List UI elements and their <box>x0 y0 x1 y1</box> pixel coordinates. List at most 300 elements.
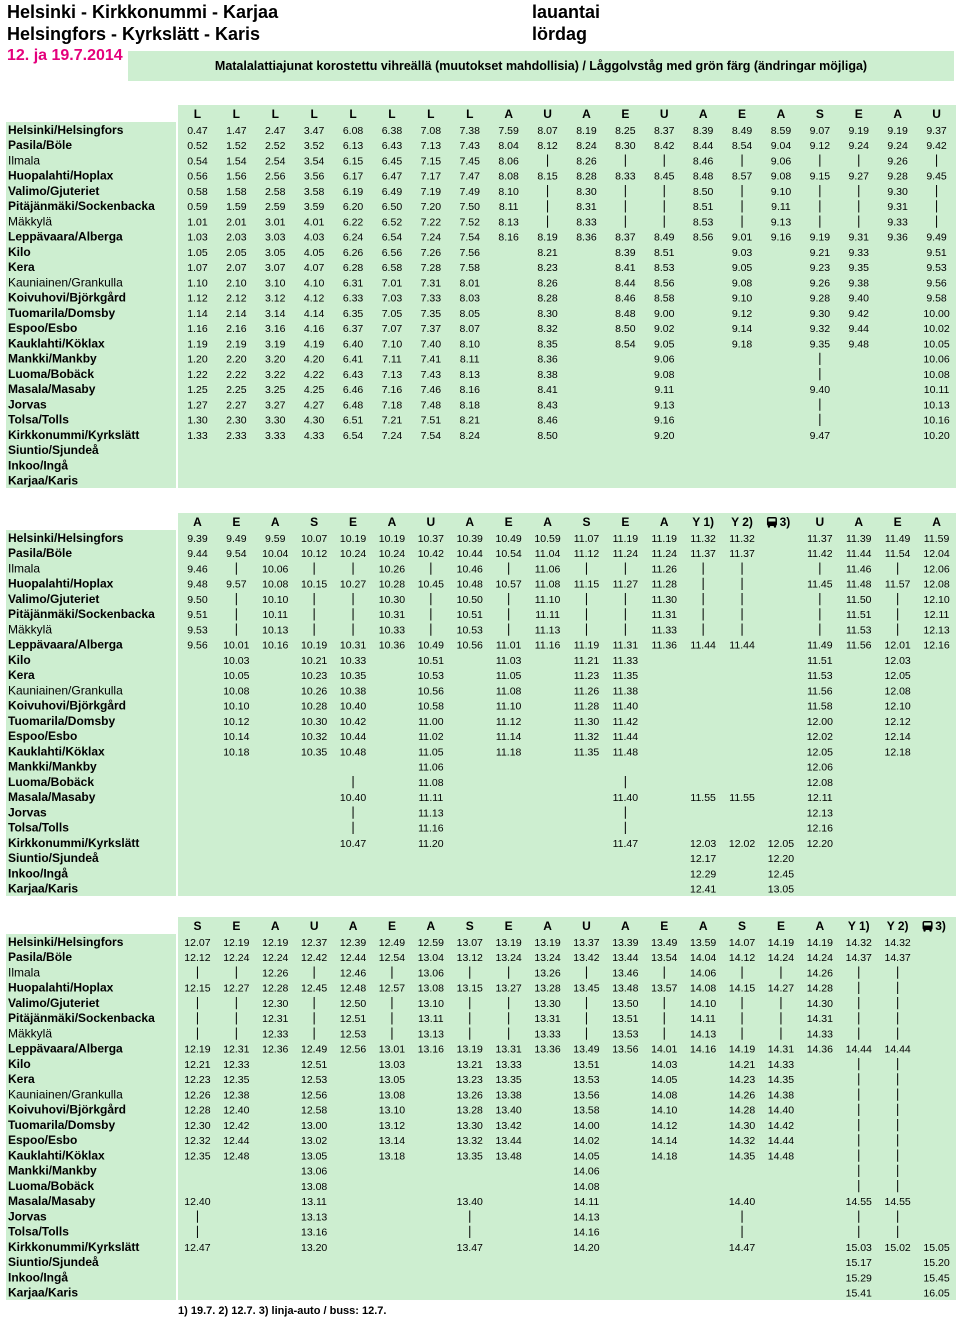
departure-time: 8.18 <box>459 399 480 412</box>
departure-time: 9.19 <box>809 231 831 244</box>
departure-time: 11.13 <box>534 624 561 637</box>
departure-time: 6.17 <box>342 170 364 183</box>
departure-time: 13.08 <box>417 982 444 995</box>
departure-time: 13.33 <box>534 1028 561 1041</box>
departure-time: 3.58 <box>303 185 325 198</box>
column-header: U <box>543 107 552 121</box>
station-name: Karjaa/Karis <box>8 881 79 896</box>
column-header: E <box>776 919 785 933</box>
departure-time: 14.37 <box>845 952 872 964</box>
departure-time: 12.02 <box>806 731 833 743</box>
departure-time: 4.16 <box>303 323 325 335</box>
station-name: Siuntio/Sjundeå <box>8 1255 99 1269</box>
departure-time: 9.28 <box>887 170 908 183</box>
departure-time: 14.24 <box>806 952 833 964</box>
departure-time: 13.37 <box>573 936 600 949</box>
departure-time: 10.51 <box>456 609 483 621</box>
timetable-section-3 <box>0 917 960 1302</box>
departure-time: 13.47 <box>456 1241 483 1254</box>
departure-time: 11.11 <box>418 792 444 804</box>
departure-time: 11.20 <box>418 837 444 850</box>
departure-time: 8.08 <box>498 170 519 183</box>
departure-time: 9.37 <box>926 124 947 137</box>
departure-time: 8.24 <box>576 140 597 152</box>
weekday-fi: lauantai <box>532 2 601 22</box>
departure-time: 6.46 <box>342 384 364 396</box>
departure-time: 10.30 <box>378 593 406 606</box>
departure-time: 12.15 <box>184 982 211 995</box>
departure-time: 6.54 <box>342 429 364 442</box>
departure-time: 14.26 <box>806 967 833 980</box>
departure-time: 13.57 <box>651 982 678 995</box>
departure-time: 7.22 <box>420 216 442 229</box>
station-name: Helsinki/Helsingfors <box>8 530 124 545</box>
departure-time: 13.56 <box>573 1089 600 1102</box>
column-header: Y 2) <box>731 515 753 529</box>
departure-time: 13.05 <box>378 1074 406 1086</box>
departure-time: 12.24 <box>223 952 250 964</box>
departure-time: 13.40 <box>456 1196 483 1208</box>
column-header: L <box>193 107 202 121</box>
station-name: Huopalahti/Hoplax <box>8 980 114 995</box>
departure-time: 9.54 <box>226 548 247 560</box>
departure-time: 12.04 <box>923 548 950 560</box>
departure-time: 8.46 <box>537 414 558 427</box>
departure-time: 9.49 <box>926 231 947 244</box>
departure-time: 10.04 <box>262 548 289 560</box>
departure-time: 11.49 <box>884 532 911 545</box>
departure-time: 4.25 <box>303 384 325 396</box>
departure-time: 9.50 <box>187 593 208 606</box>
departure-time: 8.51 <box>654 246 675 259</box>
departure-time: 9.26 <box>887 155 908 168</box>
departure-time: 12.10 <box>884 700 911 713</box>
station-name: Leppävaara/Alberga <box>8 637 123 652</box>
station-name: Leppävaara/Alberga <box>8 1041 123 1056</box>
departure-time: 1.01 <box>187 216 208 229</box>
departure-time: 10.44 <box>339 731 367 743</box>
departure-time: 0.52 <box>187 140 208 152</box>
departure-time: 14.10 <box>690 997 717 1010</box>
departure-time: 8.59 <box>770 124 792 137</box>
departure-time: 10.08 <box>923 368 950 381</box>
departure-time: 4.22 <box>303 368 325 381</box>
departure-time: 8.07 <box>537 124 558 137</box>
departure-time: 1.30 <box>187 414 208 427</box>
departure-time: 10.05 <box>223 670 250 682</box>
departure-time: 11.18 <box>495 746 522 759</box>
departure-time: 6.26 <box>342 246 364 259</box>
departure-time: 14.02 <box>573 1135 600 1147</box>
departure-time: 6.56 <box>381 246 403 259</box>
departure-time: 6.37 <box>342 323 364 335</box>
departure-time: 12.21 <box>184 1058 211 1071</box>
station-name: Pasila/Böle <box>8 138 73 152</box>
departure-time: 9.13 <box>654 399 675 412</box>
departure-time: 12.11 <box>807 792 833 804</box>
departure-time: 9.39 <box>187 532 208 545</box>
departure-time: 13.48 <box>612 982 639 995</box>
departure-time: 13.16 <box>301 1226 328 1239</box>
column-header: A <box>854 515 864 529</box>
station-name: Espoo/Esbo <box>8 729 78 743</box>
departure-time: 11.05 <box>418 746 444 759</box>
departure-time: 13.50 <box>612 997 639 1010</box>
departure-time: 10.02 <box>923 323 950 335</box>
departure-time: 10.53 <box>456 624 483 637</box>
station-name: Kilo <box>8 652 31 667</box>
departure-time: 11.53 <box>846 624 872 637</box>
station-name: Pasila/Böle <box>8 546 73 560</box>
departure-time: 10.06 <box>262 563 289 576</box>
departure-time: 10.35 <box>301 746 328 759</box>
column-header: U <box>815 515 825 529</box>
station-name: Kera <box>8 1072 35 1086</box>
station-name: Mäkkylä <box>8 1026 53 1041</box>
departure-time: 7.17 <box>420 170 442 183</box>
departure-time: 12.01 <box>884 639 911 652</box>
station-name: Mäkkylä <box>8 214 53 229</box>
departure-time: 10.28 <box>378 578 406 591</box>
departure-time: 6.48 <box>342 399 364 412</box>
departure-time: 7.21 <box>381 414 403 427</box>
departure-time: 2.54 <box>265 155 286 168</box>
departure-time: 14.32 <box>728 1135 756 1147</box>
departure-time: 14.16 <box>573 1226 600 1239</box>
departure-time: 8.53 <box>654 262 675 274</box>
column-header: U <box>659 107 669 121</box>
departure-time: 10.26 <box>378 563 406 576</box>
departure-time: 13.10 <box>417 997 444 1010</box>
station-name: Tolsa/Tolls <box>8 412 69 427</box>
departure-time: 14.32 <box>884 936 911 949</box>
departure-time: 12.05 <box>767 837 795 850</box>
departure-time: 13.44 <box>612 952 639 964</box>
departure-time: 1.58 <box>226 185 247 198</box>
departure-time: 8.50 <box>537 429 558 442</box>
departure-time: 1.05 <box>187 246 208 259</box>
departure-time: 10.14 <box>223 731 250 743</box>
departure-time: 10.42 <box>417 548 444 560</box>
departure-time: 9.53 <box>187 624 208 637</box>
departure-time: 13.26 <box>534 967 561 980</box>
departure-time: 12.14 <box>884 731 911 743</box>
departure-time: 11.19 <box>612 532 639 545</box>
departure-time: 12.19 <box>262 936 289 949</box>
station-name: Helsinki/Helsingfors <box>8 934 124 949</box>
departure-time: 3.10 <box>265 277 286 290</box>
departure-time: 10.13 <box>923 399 950 412</box>
departure-time: 12.03 <box>884 654 911 667</box>
departure-time: 7.08 <box>420 124 442 137</box>
departure-time: 7.31 <box>420 277 442 290</box>
departure-time: 10.18 <box>223 746 250 759</box>
departure-time: 14.36 <box>806 1043 833 1056</box>
departure-time: 7.49 <box>459 185 480 198</box>
departure-time: 10.10 <box>262 593 289 606</box>
departure-time: 14.08 <box>690 982 717 995</box>
departure-time: 10.06 <box>923 353 950 366</box>
departure-time: 1.10 <box>187 277 208 290</box>
departure-time: 13.46 <box>612 967 639 980</box>
column-header: L <box>310 107 318 121</box>
departure-time: 13.05 <box>767 883 795 896</box>
station-name: Huopalahti/Hoplax <box>8 576 114 591</box>
column-header: A <box>465 515 475 529</box>
departure-time: 14.14 <box>651 1135 678 1147</box>
column-header: A <box>543 919 552 933</box>
departure-time: 8.30 <box>537 307 558 320</box>
departure-time: 12.12 <box>184 952 211 964</box>
station-name: Jorvas <box>8 1209 47 1224</box>
column-header: A <box>621 919 630 933</box>
departure-time: 2.58 <box>265 185 286 198</box>
departure-time: 8.30 <box>576 185 597 198</box>
departure-time: 9.14 <box>731 323 753 335</box>
low-floor-note: Matalalattiajunat korostettu vihreällä (muutokset mahdollisia) / Låggolvståg med grön färg (ändringar möjliga) <box>128 51 954 81</box>
column-header: 3) <box>935 919 946 933</box>
departure-time: 15.05 <box>923 1241 950 1254</box>
departure-time: 8.26 <box>537 277 558 290</box>
departure-time: 11.28 <box>651 578 677 591</box>
departure-time: 12.08 <box>884 685 911 698</box>
departure-time: 11.56 <box>846 639 872 652</box>
station-name: Tolsa/Tolls <box>8 1224 69 1239</box>
departure-time: 11.51 <box>846 609 872 621</box>
departure-time: 13.19 <box>456 1043 483 1056</box>
departure-time: 3.56 <box>303 170 325 183</box>
footnote: 1) 19.7. 2) 12.7. 3) linja-auto / buss: 12.7. <box>178 1305 387 1317</box>
departure-time: 11.19 <box>573 639 600 652</box>
departure-time: 14.18 <box>651 1150 678 1163</box>
departure-time: 13.06 <box>301 1165 328 1178</box>
departure-time: 9.05 <box>731 262 753 274</box>
departure-time: 11.46 <box>846 563 872 576</box>
departure-time: 11.07 <box>573 532 600 545</box>
departure-time: 14.12 <box>728 952 756 964</box>
departure-time: 8.45 <box>654 170 675 183</box>
departure-time: 9.00 <box>654 307 675 320</box>
departure-time: 11.01 <box>495 639 522 652</box>
departure-time: 1.59 <box>226 201 247 213</box>
departure-time: 13.51 <box>573 1058 600 1071</box>
departure-time: 8.37 <box>615 231 636 244</box>
column-header: A <box>815 919 825 933</box>
departure-time: 12.11 <box>923 609 950 621</box>
departure-time: 11.00 <box>418 715 444 728</box>
departure-time: 10.35 <box>339 670 367 682</box>
departure-time: 12.10 <box>923 593 950 606</box>
departure-time: 13.14 <box>378 1135 406 1147</box>
departure-time: 10.08 <box>223 685 250 698</box>
departure-time: 11.37 <box>729 548 755 560</box>
departure-time: 13.35 <box>456 1150 483 1163</box>
departure-time: 8.04 <box>498 140 519 152</box>
departure-time: 10.01 <box>223 639 250 652</box>
departure-time: 9.45 <box>926 170 947 183</box>
column-header: U <box>426 515 436 529</box>
departure-time: 10.57 <box>495 578 522 591</box>
departure-time: 7.46 <box>420 384 442 396</box>
departure-time: 14.28 <box>728 1104 756 1117</box>
departure-time: 2.33 <box>226 429 247 442</box>
departure-time: 10.48 <box>339 746 367 759</box>
departure-time: 12.31 <box>262 1013 289 1025</box>
departure-time: 4.03 <box>303 231 325 244</box>
station-name: Koivuhovi/Björkgård <box>8 698 127 713</box>
departure-time: 15.41 <box>845 1287 872 1300</box>
departure-time: 11.31 <box>651 609 677 621</box>
station-name: Huopalahti/Hoplax <box>8 168 114 183</box>
departure-time: 14.32 <box>845 936 872 949</box>
departure-time: 8.48 <box>615 307 636 320</box>
departure-time: 7.24 <box>420 231 442 244</box>
station-name: Kirkkonummi/Kyrkslätt <box>8 1239 140 1254</box>
departure-time: 1.47 <box>226 124 247 137</box>
departure-time: 7.52 <box>459 216 480 229</box>
departure-time: 11.37 <box>807 532 833 545</box>
departure-time: 8.54 <box>615 338 636 351</box>
column-header: A <box>543 515 552 529</box>
departure-time: 11.19 <box>651 532 677 545</box>
departure-time: 0.58 <box>187 185 208 198</box>
departure-time: 12.51 <box>301 1058 328 1071</box>
station-name: Luoma/Bobäck <box>8 774 95 789</box>
station-name: Karjaa/Karis <box>8 1285 79 1300</box>
departure-time: 14.31 <box>767 1043 795 1056</box>
station-name: Leppävaara/Alberga <box>8 229 123 244</box>
departure-time: 11.08 <box>534 578 561 591</box>
departure-time: 12.02 <box>728 837 756 850</box>
departure-time: 12.00 <box>806 715 833 728</box>
departure-time: 6.50 <box>381 201 403 213</box>
departure-time: 1.07 <box>187 262 208 274</box>
departure-time: 2.30 <box>226 414 247 427</box>
departure-time: 10.12 <box>301 548 328 560</box>
departure-time: 13.27 <box>495 982 522 995</box>
station-name: Pitäjänmäki/Sockenbacka <box>8 199 155 213</box>
column-header: E <box>232 515 241 529</box>
departure-time: 14.40 <box>728 1196 756 1208</box>
departure-time: 0.47 <box>187 124 208 137</box>
departure-time: 7.28 <box>420 262 442 274</box>
departure-time: 7.07 <box>381 323 403 335</box>
departure-time: 1.33 <box>187 429 208 442</box>
departure-time: 2.25 <box>226 384 247 396</box>
departure-time: 8.41 <box>615 262 636 274</box>
departure-time: 8.16 <box>459 384 480 396</box>
departure-time: 8.50 <box>615 323 636 335</box>
departure-time: 12.44 <box>223 1135 250 1147</box>
station-name: Siuntio/Sjundeå <box>8 443 99 457</box>
departure-time: 10.26 <box>301 685 328 698</box>
departure-time: 13.24 <box>534 952 561 964</box>
departure-time: 10.51 <box>417 654 444 667</box>
departure-time: 12.38 <box>223 1089 250 1102</box>
departure-time: 4.33 <box>303 429 325 442</box>
station-name: Pitäjänmäki/Sockenbacka <box>8 607 155 621</box>
departure-time: 13.54 <box>651 952 678 964</box>
departure-time: 12.49 <box>301 1043 328 1056</box>
departure-time: 9.42 <box>848 307 869 320</box>
departure-time: 6.52 <box>381 216 403 229</box>
departure-time: 8.48 <box>692 170 714 183</box>
departure-time: 15.17 <box>845 1257 872 1269</box>
departure-time: 10.32 <box>301 731 328 743</box>
departure-time: 8.44 <box>615 277 636 290</box>
departure-time: 11.48 <box>846 578 872 591</box>
station-name: Kilo <box>8 1056 31 1071</box>
departure-time: 12.07 <box>184 936 211 949</box>
departure-time: 3.33 <box>265 429 286 442</box>
departure-time: 11.55 <box>690 792 716 804</box>
column-header: L <box>349 107 357 121</box>
station-name: Ilmala <box>8 965 41 980</box>
departure-time: 7.24 <box>381 429 403 442</box>
departure-time: 9.03 <box>731 246 753 259</box>
departure-time: 12.42 <box>223 1119 250 1132</box>
departure-time: 11.55 <box>729 792 755 804</box>
departure-time: 4.19 <box>303 338 325 351</box>
departure-time: 13.31 <box>495 1043 522 1056</box>
departure-time: 1.56 <box>226 170 247 183</box>
departure-time: 4.14 <box>303 307 325 320</box>
departure-time: 9.42 <box>926 140 947 152</box>
departure-time: 7.11 <box>382 353 402 366</box>
departure-time: 9.20 <box>654 429 675 442</box>
departure-time: 9.04 <box>770 140 792 152</box>
departure-time: 14.28 <box>806 982 833 995</box>
departure-time: 7.15 <box>420 155 442 168</box>
departure-time: 12.33 <box>262 1028 289 1041</box>
departure-time: 13.49 <box>651 936 678 949</box>
departure-time: 14.19 <box>806 936 833 949</box>
column-header: E <box>232 919 241 933</box>
departure-time: 10.27 <box>339 578 367 591</box>
departure-time: 10.05 <box>923 338 950 351</box>
departure-time: 10.16 <box>923 414 950 427</box>
departure-time: 13.51 <box>612 1013 639 1025</box>
departure-time: 10.46 <box>456 563 483 576</box>
column-header: A <box>698 107 708 121</box>
departure-time: 9.21 <box>809 246 831 259</box>
column-header: L <box>388 107 396 121</box>
departure-time: 7.40 <box>420 338 442 351</box>
departure-time: 9.10 <box>770 185 792 198</box>
departure-time: 3.27 <box>265 399 286 412</box>
departure-time: 13.08 <box>378 1089 406 1102</box>
departure-time: 4.05 <box>303 246 325 259</box>
departure-time: 12.16 <box>806 822 833 835</box>
column-header: A <box>426 919 436 933</box>
departure-time: 14.26 <box>728 1089 756 1102</box>
departure-time: 11.54 <box>884 548 911 560</box>
departure-time: 9.58 <box>926 292 947 305</box>
departure-time: 3.25 <box>265 384 286 396</box>
departure-time: 13.38 <box>495 1089 522 1102</box>
departure-time: 9.06 <box>770 155 792 168</box>
departure-time: 10.49 <box>417 639 444 652</box>
departure-time: 12.06 <box>923 563 950 576</box>
departure-time: 8.30 <box>615 140 636 152</box>
departure-time: 7.47 <box>459 170 480 183</box>
departure-time: 10.53 <box>417 670 444 682</box>
departure-time: 12.31 <box>223 1043 250 1056</box>
station-name: Inkoo/Ingå <box>8 866 68 881</box>
departure-time: 3.47 <box>303 124 325 137</box>
departure-time: 8.42 <box>654 140 675 152</box>
column-header: A <box>698 919 708 933</box>
